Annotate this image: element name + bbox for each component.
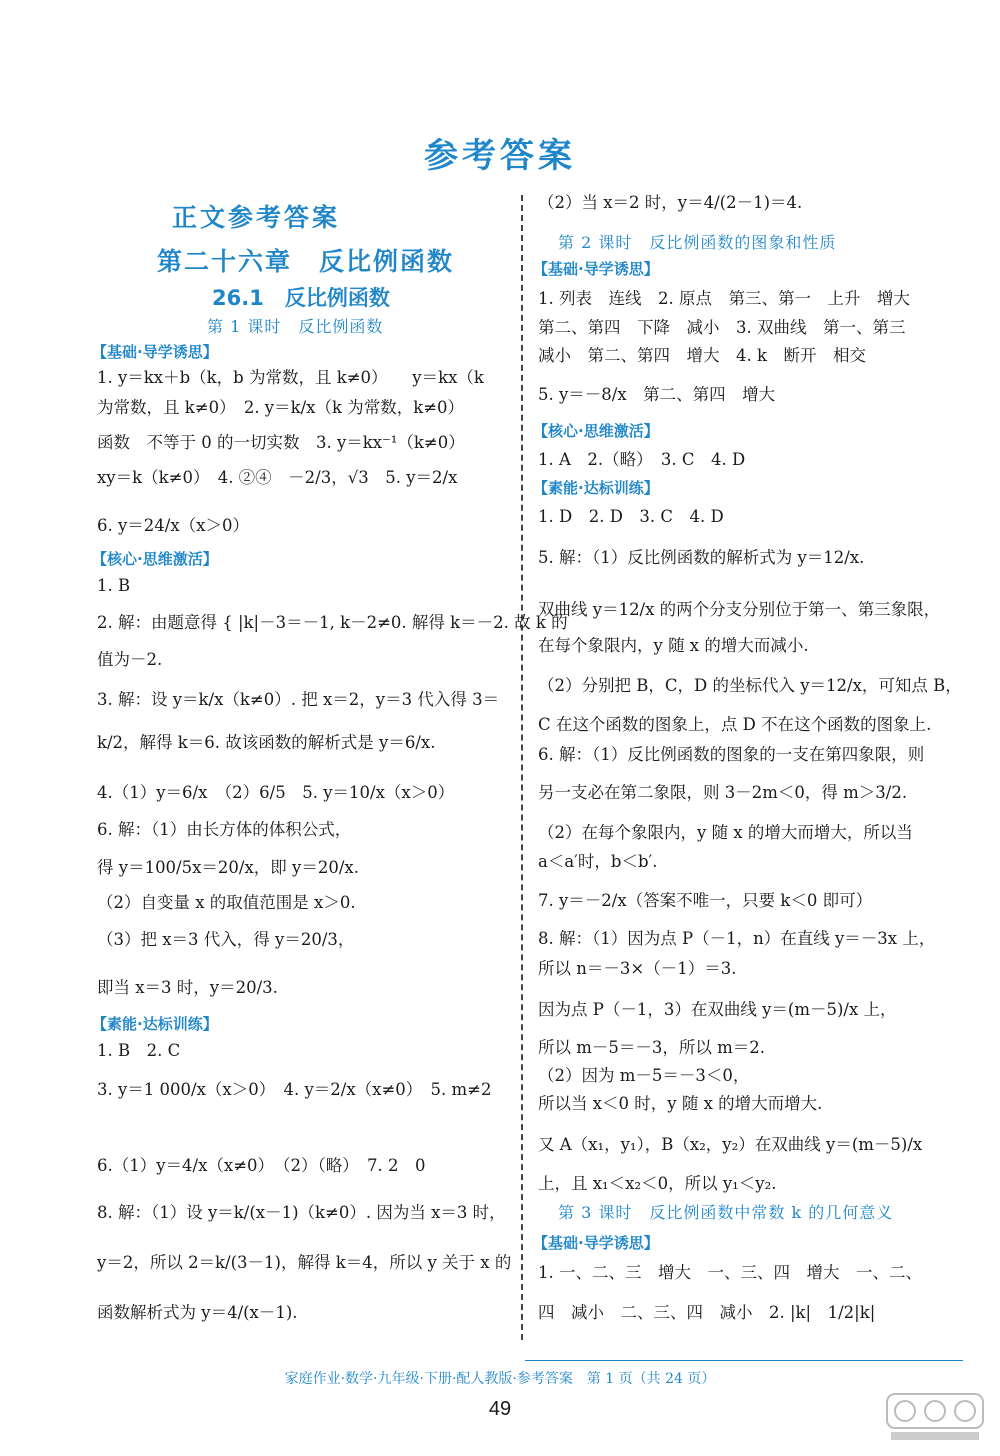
section-tag: 【基础·导学诱思】 [92, 343, 218, 361]
page-title: 参考答案 [424, 136, 576, 176]
answer-line: 4.（1）y＝6/x （2）6/5 5. y＝10/x（x＞0） [97, 783, 455, 802]
answer-line: 上，且 x₁＜x₂＜0，所以 y₁＜y₂. [538, 1174, 777, 1193]
answer-line: 在每个象限内，y 随 x 的增大而减小. [538, 636, 809, 655]
answer-line: y＝2，所以 2＝k/(3－1)，解得 k＝4，所以 y 关于 x 的 [97, 1253, 512, 1272]
section-tag: 【素能·达标训练】 [533, 479, 659, 497]
answer-line: 2. 解：由题意得 { |k|－3＝－1, k－2≠0. 解得 k＝－2. 故 k 的 [97, 613, 568, 632]
answer-line: 所以当 x＜0 时，y 随 x 的增大而增大. [538, 1094, 823, 1113]
answer-line: 8. 解：（1）设 y＝k/(x－1)（k≠0）. 因为当 x＝3 时， [97, 1203, 506, 1222]
chapter-heading: 第二十六章 反比例函数 [157, 247, 455, 276]
section-tag: 【核心·思维激活】 [533, 422, 659, 440]
answer-line: 值为－2. [97, 650, 163, 669]
answer-line: 8. 解：（1）因为点 P（－1，n）在直线 y＝－3x 上， [538, 929, 936, 948]
lesson-heading: 第 3 课时 反比例函数中常数 k 的几何意义 [558, 1203, 894, 1222]
answer-line: 减小 第二、第四 增大 4. k 断开 相交 [538, 346, 866, 365]
answer-line: 1. D 2. D 3. C 4. D [538, 507, 724, 526]
main-heading: 正文参考答案 [172, 203, 341, 232]
answer-line: 3. y＝1 000/x（x＞0） 4. y＝2/x（x≠0） 5. m≠2 [97, 1080, 492, 1099]
answer-line: （3）把 x＝3 代入，得 y＝20/3， [97, 930, 355, 949]
answer-line: 第二、第四 下降 减小 3. 双曲线 第一、第三 [538, 318, 906, 337]
answer-line: 所以 m－5＝－3，所以 m＝2. [538, 1038, 766, 1057]
answer-line: 1. A 2.（略） 3. C 4. D [538, 450, 746, 469]
answer-line: 5. y＝－8/x 第二、第四 增大 [538, 385, 776, 404]
answer-line: 7. y＝－2/x（答案不唯一，只要 k＜0 即可） [538, 891, 873, 910]
answer-line: （2）分别把 B，C，D 的坐标代入 y＝12/x，可知点 B， [538, 676, 962, 695]
answer-line: 6. 解：（1）由长方体的体积公式， [97, 820, 352, 839]
answer-line: C 在这个函数的图象上，点 D 不在这个函数的图象上. [538, 715, 932, 734]
section-heading: 26.1 反比例函数 [212, 286, 390, 310]
answer-line: a＜a′时，b＜b′. [538, 852, 658, 871]
answer-line: 另一支必在第二象限，则 3－2m＜0，得 m＞3/2. [538, 783, 908, 802]
answer-line: 3. 解：设 y＝k/x（k≠0）. 把 x＝2，y＝3 代入得 3＝ [97, 690, 500, 709]
answer-line: 6. y＝24/x（x＞0） [97, 516, 249, 535]
answer-line: 为常数，且 k≠0） 2. y＝k/x（k 为常数，k≠0） [97, 398, 465, 417]
lesson-heading: 第 2 课时 反比例函数的图象和性质 [558, 233, 837, 252]
answer-line: （2）在每个象限内，y 随 x 的增大而增大，所以当 [538, 823, 913, 842]
answer-line: 所以 n＝－3×（－1）＝3. [538, 959, 737, 978]
lesson-heading: 第 1 课时 反比例函数 [207, 317, 384, 336]
answer-line: 6.（1）y＝4/x（x≠0） （2）（略） 7. 2 0 [97, 1156, 426, 1175]
answer-line: 函数解析式为 y＝4/(x－1). [97, 1303, 298, 1322]
footer-rule [525, 1360, 963, 1361]
section-tag: 【基础·导学诱思】 [533, 1234, 659, 1252]
answer-line: 1. B [97, 576, 131, 595]
answer-line: 即当 x＝3 时，y＝20/3. [97, 978, 278, 997]
answer-line: 1. 一、二、三 增大 一、三、四 增大 一、二、 [538, 1263, 922, 1282]
answer-line: （2）当 x＝2 时，y＝4/(2－1)＝4. [538, 193, 803, 212]
answer-line: 1. B 2. C [97, 1041, 181, 1060]
answer-line: xy＝k（k≠0） 4. ②④ －2/3，√3 5. y＝2/x [97, 468, 458, 487]
answer-line: 又 A（x₁，y₁），B（x₂，y₂）在双曲线 y＝(m－5)/x [538, 1135, 923, 1154]
answer-line: （2）自变量 x 的取值范围是 x＞0. [97, 893, 356, 912]
page-number: 49 [488, 1398, 512, 1420]
answer-line: 5. 解：（1）反比例函数的解析式为 y＝12/x. [538, 548, 865, 567]
answer-line: k/2，解得 k＝6. 故该函数的解析式是 y＝6/x. [97, 733, 436, 752]
section-tag: 【核心·思维激活】 [92, 550, 218, 568]
watermark-logo [885, 1390, 985, 1445]
answer-line: 双曲线 y＝12/x 的两个分支分别位于第一、第三象限， [538, 600, 941, 619]
section-tag: 【素能·达标训练】 [92, 1015, 218, 1033]
footer-text: 家庭作业·数学·九年级·下册·配人教版·参考答案 第 1 页（共 24 页） [284, 1371, 716, 1387]
answer-line: 1. 列表 连线 2. 原点 第三、第一 上升 增大 [538, 289, 910, 308]
answer-line: 函数 不等于 0 的一切实数 3. y＝kx⁻¹（k≠0） [97, 433, 465, 452]
answer-line: （2）因为 m－5＝－3＜0， [538, 1066, 750, 1085]
answer-line: 得 y＝100/5x＝20/x，即 y＝20/x. [97, 858, 359, 877]
answer-line: 因为点 P（－1，3）在双曲线 y＝(m－5)/x 上， [538, 1000, 897, 1019]
section-tag: 【基础·导学诱思】 [533, 260, 659, 278]
answer-line: 四 减小 二、三、四 减小 2. |k| 1/2|k| [538, 1303, 876, 1322]
column-divider [521, 195, 523, 1340]
answer-line: 6. 解：（1）反比例函数的图象的一支在第四象限，则 [538, 745, 925, 764]
answer-line: 1. y＝kx＋b（k，b 为常数，且 k≠0） y＝kx（k [97, 368, 484, 387]
